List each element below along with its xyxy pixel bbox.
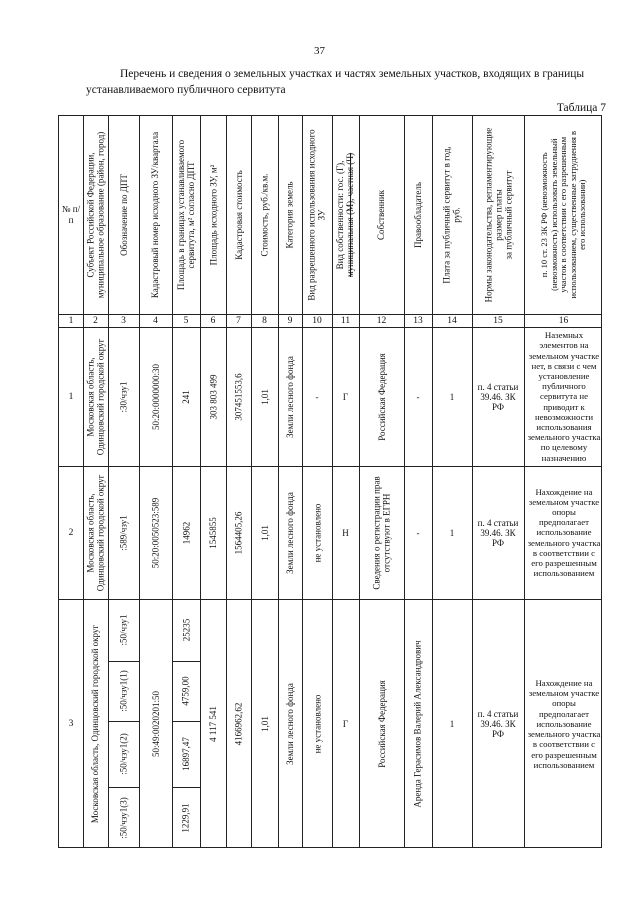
row3-area-part: 16897,47 [181, 737, 191, 771]
col-number: 15 [493, 315, 503, 326]
row3-area-total: 4 117 541 [208, 706, 219, 742]
header-col-5: Площадь в границах устанавливаемого сервитута, м² согласно ДПТ [176, 139, 197, 291]
row2-ownership: Н [342, 527, 349, 538]
row2-rightholder: - [416, 527, 420, 538]
row1-note: Наземных элементов на земельном участке нет, в связи с чем установление публичного сервитута не приводит к невозможности использования земельного участка по целевому назначению [527, 330, 601, 463]
col-number: 2 [93, 315, 98, 326]
row1-rightholder: - [416, 391, 420, 402]
table-label: Таблица 7 [556, 102, 606, 114]
row3-cost-per-m: 1,01 [259, 716, 270, 732]
row1-fee: 1 [449, 391, 455, 402]
col-number: 4 [153, 315, 158, 326]
row3-dpt-part: :50/чзу1(3) [118, 797, 129, 839]
col-number: 5 [183, 315, 189, 326]
page-number: 37 [314, 45, 325, 57]
row3-dpt-part: :50/чзу1(1) [118, 670, 129, 712]
header-col-15: Нормы законодательства, регламентирующие размер платы за публичный сервитут [483, 127, 513, 303]
row2-norm: п. 4 статьи 39.46. ЗК РФ [477, 517, 519, 548]
row3-rightholder: Аренда Герасимов Валерий Александрович [413, 640, 424, 808]
header-col-14: Плата за публичный сервитут в год, руб. [442, 146, 463, 284]
row1-area-total: 303 803 499 [208, 374, 218, 419]
header-col-12: Собственник [376, 189, 387, 241]
row2-cadastral-cost: 1564405,26 [233, 511, 244, 554]
row2-owner: Сведения о регистрации прав отсутствуют в ЕГРН [371, 475, 392, 590]
row3-area-part: 25235 [181, 618, 191, 642]
row3-area-part: 4759,00 [181, 676, 191, 706]
row2-note: Нахождение на земельном участке опоры предполагает использование земельного участка в соответствии с его разрешенным использованием [527, 486, 601, 579]
row1-region: Московская область, Одинцовский городской округ [85, 338, 106, 455]
row3-dpt-part: :50/чзу1 [118, 614, 129, 646]
row2-fee: 1 [449, 527, 455, 538]
row1-cadastral: 50:20:0000000:30 [150, 363, 161, 430]
row1-cadastral-cost: 307451553,6 [233, 372, 244, 421]
row2-region: Московская область, Одинцовский городской округ [85, 474, 106, 591]
row1-number: 1 [68, 391, 74, 402]
col-number: 6 [210, 315, 216, 326]
header-col-13: Правообладатель [413, 182, 424, 248]
header-col-9: Категория земель [285, 181, 295, 249]
row1-land-category: Земли лесного фонда [285, 355, 295, 438]
row1-owner: Российская Федерация [376, 352, 387, 441]
document-title: Перечень и сведения о земельных участках и частях земельных участков, входящих в границы устанавливаемого публичного сервитута [86, 68, 585, 96]
header-col-3: Обозначение по ДПТ [118, 174, 129, 256]
col-number: 10 [312, 315, 322, 326]
col-number: 1 [68, 315, 74, 326]
row3-ownership: Г [342, 719, 349, 729]
header-col-2: Субъект Российской Федерации, муниципальное образование (район, город) [85, 131, 106, 299]
row1-cost-per-m: 1,01 [259, 388, 270, 405]
col-number: 14 [447, 315, 457, 326]
row3-land-category: Земли лесного фонда [285, 683, 295, 765]
header-col-1: № п/ п [61, 204, 81, 225]
row3-cadastral: 50:49:0020201:50 [150, 690, 161, 758]
row2-number: 2 [68, 527, 74, 538]
row1-dpt: :30/чзу1 [118, 381, 129, 412]
header-col-6: Площадь исходного ЗУ, м² [208, 164, 219, 266]
row3-number: 3 [68, 719, 74, 729]
row3-region: Московская область, Одинцовский городской округ [90, 624, 101, 824]
row2-cost-per-m: 1,01 [259, 524, 270, 541]
row3-cadastral-cost: 4166962,62 [233, 702, 244, 746]
row3-owner: Российская Федерация [376, 680, 387, 768]
row1-area-servitude: 241 [181, 389, 191, 404]
row1-norm: п. 4 статьи 39.46. ЗК РФ [477, 381, 519, 412]
row3-fee: 1 [449, 719, 455, 729]
header-col-11: Вид собственности: гос. (Г), муниципальная (М), частная (Ч) [335, 152, 356, 278]
header-col-7: Кадастровая стоимость [233, 170, 244, 260]
col-number: 13 [413, 315, 423, 326]
row2-cadastral: 50:20:0050523:589 [150, 497, 161, 568]
row3-dpt-part: :50/чзу1(2) [118, 733, 129, 775]
row2-land-category: Земли лесного фонда [285, 491, 295, 574]
row1-ownership: Г [342, 391, 349, 402]
header-col-8: Стоимость, руб./кв.м. [259, 173, 270, 257]
col-number: 11 [340, 315, 351, 326]
row2-dpt: :589/чзу1 [118, 514, 129, 551]
header-col-16: п. 10 ст. 23 ЗК РФ (невозможность (невозможность) использовать земельный участок в соответствии с его разрешенным использованием, существенные затруднения в его использовании) [538, 131, 587, 299]
row2-area-servitude: 14962 [181, 521, 191, 544]
col-number: 7 [236, 315, 241, 326]
header-col-4: Кадастровый номер исходного ЗУ/квартала [150, 131, 161, 299]
row2-permitted-use: не установлено [312, 503, 322, 562]
col-number: 16 [558, 315, 569, 326]
header-col-10: Вид разрешенного использования исходного ЗУ [307, 129, 327, 301]
row1-permitted-use: - [315, 391, 319, 402]
row3-area-part: 1229,91 [181, 803, 191, 833]
row3-norm: п. 4 статьи 39.46. ЗК РФ [477, 709, 519, 739]
row3-permitted-use: не установлено [312, 694, 322, 754]
col-number: 8 [262, 315, 267, 326]
servitude-table [58, 115, 602, 848]
col-number: 3 [121, 315, 126, 326]
col-number: 12 [376, 315, 387, 326]
row2-area-total: 1545855 [208, 516, 218, 549]
row3-note: Нахождение на земельном участке опоры предполагает использование земельного участка в соответствии с его разрешенным использованием [527, 678, 601, 770]
col-number: 9 [287, 315, 293, 326]
